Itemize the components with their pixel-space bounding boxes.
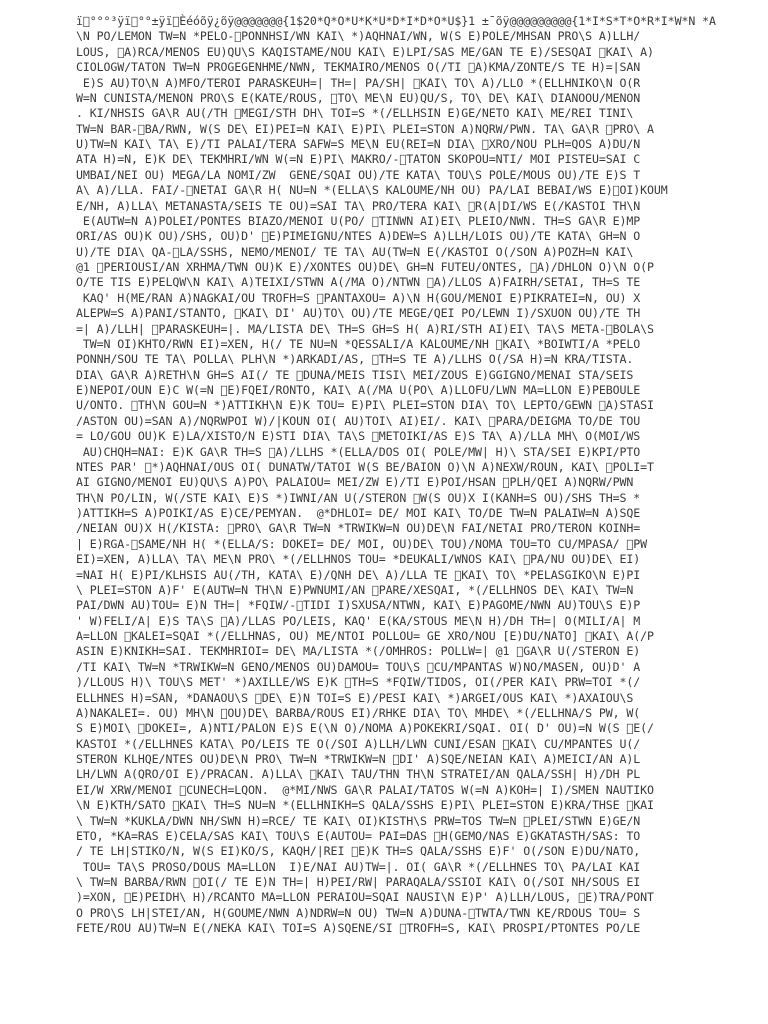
text-line: S E)MOI\  DOKEI=, A)NTI/PALON E)S E(\N O)/NOMA A)POKEKRI/SQAI. OI( D' OU)=N W(S  E(/ [76,721,654,736]
text-line: ATA H)=N, E)K DE\ TEKMHRI/WN W(=N E)PI\ MAKRO/- TATON SKOPOU=NTI/ MOI PISTEU=SAI C [76,152,641,167]
text-line: )/LLOUS H)\ TOU\S MET' *)AXILLE/WS E)K  TH=S *FQIW/TIDOS, OI(/PER KAI\ PRW=TOI *(/ [76,675,641,690]
text-line: U)/TE DIA\ QA- LA/SSHS, NEMO/MENOI/ TE TA\ AU(TW=N E(/KASTOI O(/SON A)POZH=N KAI\ [76,244,634,259]
text-line: E)S AU)TO\N A)MFO/TEROI PARASKEUH=| TH=| PA/SH|  KAI\ TO\ A)/LLO *(ELLHNIKO\N O(R [76,75,641,90]
text-line: ' W)FELI/A| E)S TA\S  A)/LLAS PO/LEIS, KAQ' E(KA/STOUS ME\N H)/DH TH=| O(MILI/A| M [76,613,641,628]
text-line: CIOLOGW/TATON TW=N PROGEGENHME/NWN, TEKMAIRO/MENOS O(/TI  A)KMA/ZONTE/S TE H)=|SAN [76,60,641,75]
text-line: EI)=XEN, A)LLA\ TA\ ME\N PRO\ *(/ELLHNOS TOU= *DEUKALI/WNOS KAI\  PA/NU OU)DE\ EI) [76,552,641,567]
text-line: E(AUTW=N A)POLEI/PONTES BIAZO/MENOI U(PO/  TINWN AI)EI\ PLEIO/NWN. TH=S GA\R E)MP [76,213,641,228]
text-line: \N PO/LEMON TW=N *PELO- PONNHSI/WN KAI\ *)AQHNAI/WN, W(S E)POLE/MHSAN PRO\S A)LLH/ [76,29,641,44]
text-line: DIA\ GA\R A)RETH\N GH=S AI(/ TE  DUNA/MEIS TISI\ MEI/ZOUS E)GGIGNO/MENAI STA/SEIS [76,367,634,382]
text-line: FETE/ROU AU)TW=N E(/NEKA KAI\ TOI=S A)SQENE/SI  TROFH=S, KAI\ PROSPI/PTONTES PO/LE [76,921,641,936]
text-line: EI/W XRW/MENOI  CUNECH=LQON. @*MI/NWS GA\R PALAI/TATOS W(=N A)KOH=| I)/SMEN NAUTIKO [76,782,654,797]
text-line: ELLHNES H)=SAN, *DANAOU\S  DE\ E)N TOI=S E)/PESI KAI\ *)ARGEI/OUS KAI\ *)AXAIOU\S [76,690,634,705]
text-line: /NEIAN OU)X H(/KISTA:  PRO\ GA\R TW=N *TRWIKW=N OU)DE\N FAI/NETAI PRO/TERON KOINH= [76,521,641,536]
text-line: ORI/AS OU)K OU)/SHS, OU)D'  E)PIMEIGNU/NTES A)DEW=S A)LLH/LOIS OU)/TE KATA\ GH=N O [76,229,641,244]
text-line: AU)CHQH=NAI: E)K GA\R TH=S  A)/LLHS *(ELLA/DOS OI( POLE/MW| H)\ STA/SEI E)KPI/PTO [76,444,641,459]
text-line: U)TW=N KAI\ TA\ E)/TI PALAI/TERA SAFW=S ME\N EU(REI=N DIA\  XRO/NOU PLH=QOS A)DU/N [76,137,641,151]
text-line: /ASTON OU)=SAN A)/NQRWPOI W)/|KOUN OI( AU)TOI\ AI)EI/. KAI\  PARA/DEIGMA TO/DE TOU [76,413,641,428]
text-line: KAQ' H(ME/RAN A)NAGKAI/OU TROFH=S  PANTAXOU= A)\N H(GOU/MENOI E)PIKRATEI=N, OU) X [76,290,641,305]
text-line: TW=N OI)KHTO/RWN EI)=XEN, H(/ TE NU=N *QESSALI/A KALOUME/NH  KAI\ *BOIWTI/A *PELO [76,336,641,351]
text-line: UMBAI/NEI OU) MEGA/LA NOMI/ZW GENE/SQAI OU)/TE KATA\ TOU\S POLE/MOUS OU)/TE E)S T [76,167,641,182]
text-line: | E)RGA- SAME/NH H( *(ELLA/S: DOKEI= DE/ MOI, OU)DE\ TOU)/NOMA TOU=TO CU/MPASA/  PW [76,536,648,551]
text-line: / TE LH|STIKO/N, W(S EI)KO/S, KAQH/|REI  E)K TH=S QALA/SSHS E)F' O(/SON E)DU/NATO, [76,844,641,859]
text-line: =| A)/LLH|  PARASKEUH=|. MA/LISTA DE\ TH=S GH=S H( A)RI/STH AI)EI\ TA\S META- BOLA\S [76,321,654,336]
text-line: E/NH, A)LLA\ METANASTA/SEIS TE OU)=SAI TA\ PRO/TERA KAI\  R(A|DI/WS E(/KASTOI TH\N [76,198,641,213]
text-line: \ PLEI=STON A)F' E(AUTW=N TH\N E)PWNUMI/AN  PARE/XESQAI, *(/ELLHNOS DE\ KAI\ TW=N [76,582,634,597]
text-line: TW=N BAR- BA/RWN, W(S DE\ EI)PEI=N KAI\ E)PI\ PLEI=STON A)NQRW/PWN. TA\ GA\R  PRO\ A [76,121,654,136]
text-line: )=XON,  E)PEIDH\ H)/RCANTO MA=LLON PERAIOU=SQAI NAUSI\N E)P' A)LLH/LOUS,  E)TRA/PONT [76,890,654,905]
text-line: =NAI H( E)PI/KLHSIS AU(/TH, KATA\ E)/QNH DE\ A)/LLA TE  KAI\ TO\ *PELASGIKO\N E)PI [76,567,641,582]
text-line: O PRO\S LH|STEI/AN, H(GOUME/NWN A)NDRW=N OU) TW=N A)DUNA- TWTA/TWN KE/RDOUS TOU= S [76,905,641,920]
text-line: ETO, *KA=RAS E)CELA/SAS KAI\ TOU\S E(AUTOU= PAI=DAS  H(GEMO/NAS E)GKATASTH/SAS: TO [76,828,641,843]
text-line: PONNH/SOU TE TA\ POLLA\ PLH\N *)ARKADI/AS,  TH=S TE A)/LLHS O(/SA H)=N KRA/TISTA. [76,352,634,367]
document-text-body [76,14,768,937]
text-line: LH/LWN A(QRO/OI E)/PRACAN. A)LLA\  KAI\ TAU/THN TH\N STRATEI/AN QALA/SSH| H)/DH PL [76,767,641,782]
text-line: NTES PAR'  *)AQHNAI/OUS OI( DUNATW/TATOI W(S BE/BAION O)\N A)NEXW/ROUN, KAI\  POLI=T [76,459,654,474]
text-line: KASTOI *(/ELLHNES KATA\ PO/LEIS TE O(/SOI A)LLH/LWN CUNI/ESAN  KAI\ CU/MPANTES U(/ [76,736,641,751]
text-line: /TI KAI\ TW=N *TRWIKW=N GENO/MENOS OU)DAMOU= TOU\S  CU/MPANTAS W)NO/MASEN, OU)D' A [76,659,641,674]
text-line: A)NAKALEI=. OU) MH\N  OU)DE\ BARBA/ROUS EI)/RHKE DIA\ TO\ MHDE\ *(/ELLHNA/S PW, W( [76,705,641,720]
text-line: = LO/GOU OU)K E)LA/XISTO/N E)STI DIA\ TA\S  METOIKI/AS E)S TA\ A)/LLA MH\ O(MOI/WS [76,429,641,444]
text-line: AI GIGNO/MENOI EU)QU\S A)PO\ PALAIOU= MEI/ZW E)/TI E)POI/HSAN  PLH/QEI A)NQRW/PWN [76,475,634,490]
text-line: TH\N PO/LIN, W(/STE KAI\ E)S *)IWNI/AN U(/STERON  W(S OU)X I(KANH=S OU)/SHS TH=S * [76,490,641,505]
text-line: TOU= TA\S PROSO/DOUS MA=LLON I)E/NAI AU)TW=|. OI( GA\R *(/ELLHNES TO\ PA/LAI KAI [76,859,641,874]
text-line: E)NEPOI/OUN E)C W(=N  E)FQEI/RONTO, KAI\ A(/MA U(PO\ A)LLOFU/LWN MA=LLON E)PEBOULE [76,383,641,397]
text-line: A\ A)/LLA. FAI/- NETAI GA\R H( NU=N *(ELLA\S KALOUME/NH OU) PA/LAI BEBAI/WS E) OI)KOUM [76,183,668,198]
text-line: O/TE TIS E)PELQW\N KAI\ A)TEIXI/STWN A(/MA O)/NTWN  A)/LLOS A)FAIRH/SETAI, TH=S TE [76,275,641,290]
text-line: )ATTIKH=S A)POIKI/AS E)CE/PEMYAN. @*DHLOI= DE/ MOI KAI\ TO/DE TW=N PALAIW=N A)SQE [76,506,641,520]
text-line: \ TW=N *KUKLA/DWN NH/SWN H)=RCE/ TE KAI\ OI)KISTH\S PRW=TOS TW=N  PLEI/STWN E)GE/N [76,813,641,828]
text-line: W=N CUNISTA/MENON PRO\S E(KATE/ROUS,  TO\ ME\N EU)QU/S, TO\ DE\ KAI\ DIANOOU/MENON [76,90,641,105]
text-line: ASIN E)KNIKH=SAI. TEKMHRIOI= DE\ MA/LISTA *(/OMHROS: POLLW=| @1  GA\R U(/STERON E) [76,644,641,659]
text-line: \ TW=N BARBA/RWN  OI(/ TE E)N TH=| H)PEI/RW| PARAQALA/SSIOI KAI\ O(/SOI NH/SOUS EI [76,875,641,889]
text-line: ALEPW=S A)PANI/STANTO,  KAI\ DI' AU)TO\ OU)/TE MEGE/QEI PO/LEWN I)/SXUON OU)/TE TH [76,306,641,321]
text-line: \N E)KTH/SATO  KAI\ TH=S NU=N *(ELLHNIKH=S QALA/SSHS E)PI\ PLEI=STON E)KRA/THSE  KAI [76,798,654,813]
text-line: LOUS,  A)RCA/MENOS EU)QU\S KAQISTAME/NOU KAI\ E)LPI/SAS ME/GAN TE E)/SESQAI  KAI\ A) [76,44,654,59]
text-line: PAI/DWN AU)TOU= E)N TH=| *FQIW/- TIDI I)SXUSA/NTWN, KAI\ E)PAGOME/NWN AU)TOU\S E)P [76,598,641,613]
text-line: STERON KLHQE/NTES OU)DE\N PRO\ TW=N *TRWIKW=N  DI' A)SQE/NEIAN KAI\ A)MEICI/AN A)L [76,752,641,766]
text-line: . KI/NHSIS GA\R AU(/TH  MEGI/STH DH\ TOI=S *(/ELLHSIN E)GE/NETO KAI\ ME/REI TINI\ [76,106,634,121]
text-line: ï °°°³ÿï °°±ÿï Èéóõÿ¿õÿ@@@@@@@{1$20*Q*O*U*K*U*D*I*D*O*U$}1 ±¯õÿ@@@@@@@@@{1*I*S*T*O*R*I*W*N *A [76,14,716,28]
text-line: @1  PERIOUSI/AN XRHMA/TWN OU)K E)/XONTES OU)DE\ GH=N FUTEU/ONTES,  A)/DHLON O)\N O(P [76,260,654,274]
text-line: U/ONTO.  TH\N GOU=N *)ATTIKH\N E)K TOU= E)PI\ PLEI=STON DIA\ TO\ LEPTO/GEWN  A)STASI [76,398,654,413]
text-line: A=LLON  KALEI=SQAI *(/ELLHNAS, OU) ME/NTOI POLLOU= GE XRO/NOU [E)DU/NATO]  KAI\ A(/P [76,629,654,643]
